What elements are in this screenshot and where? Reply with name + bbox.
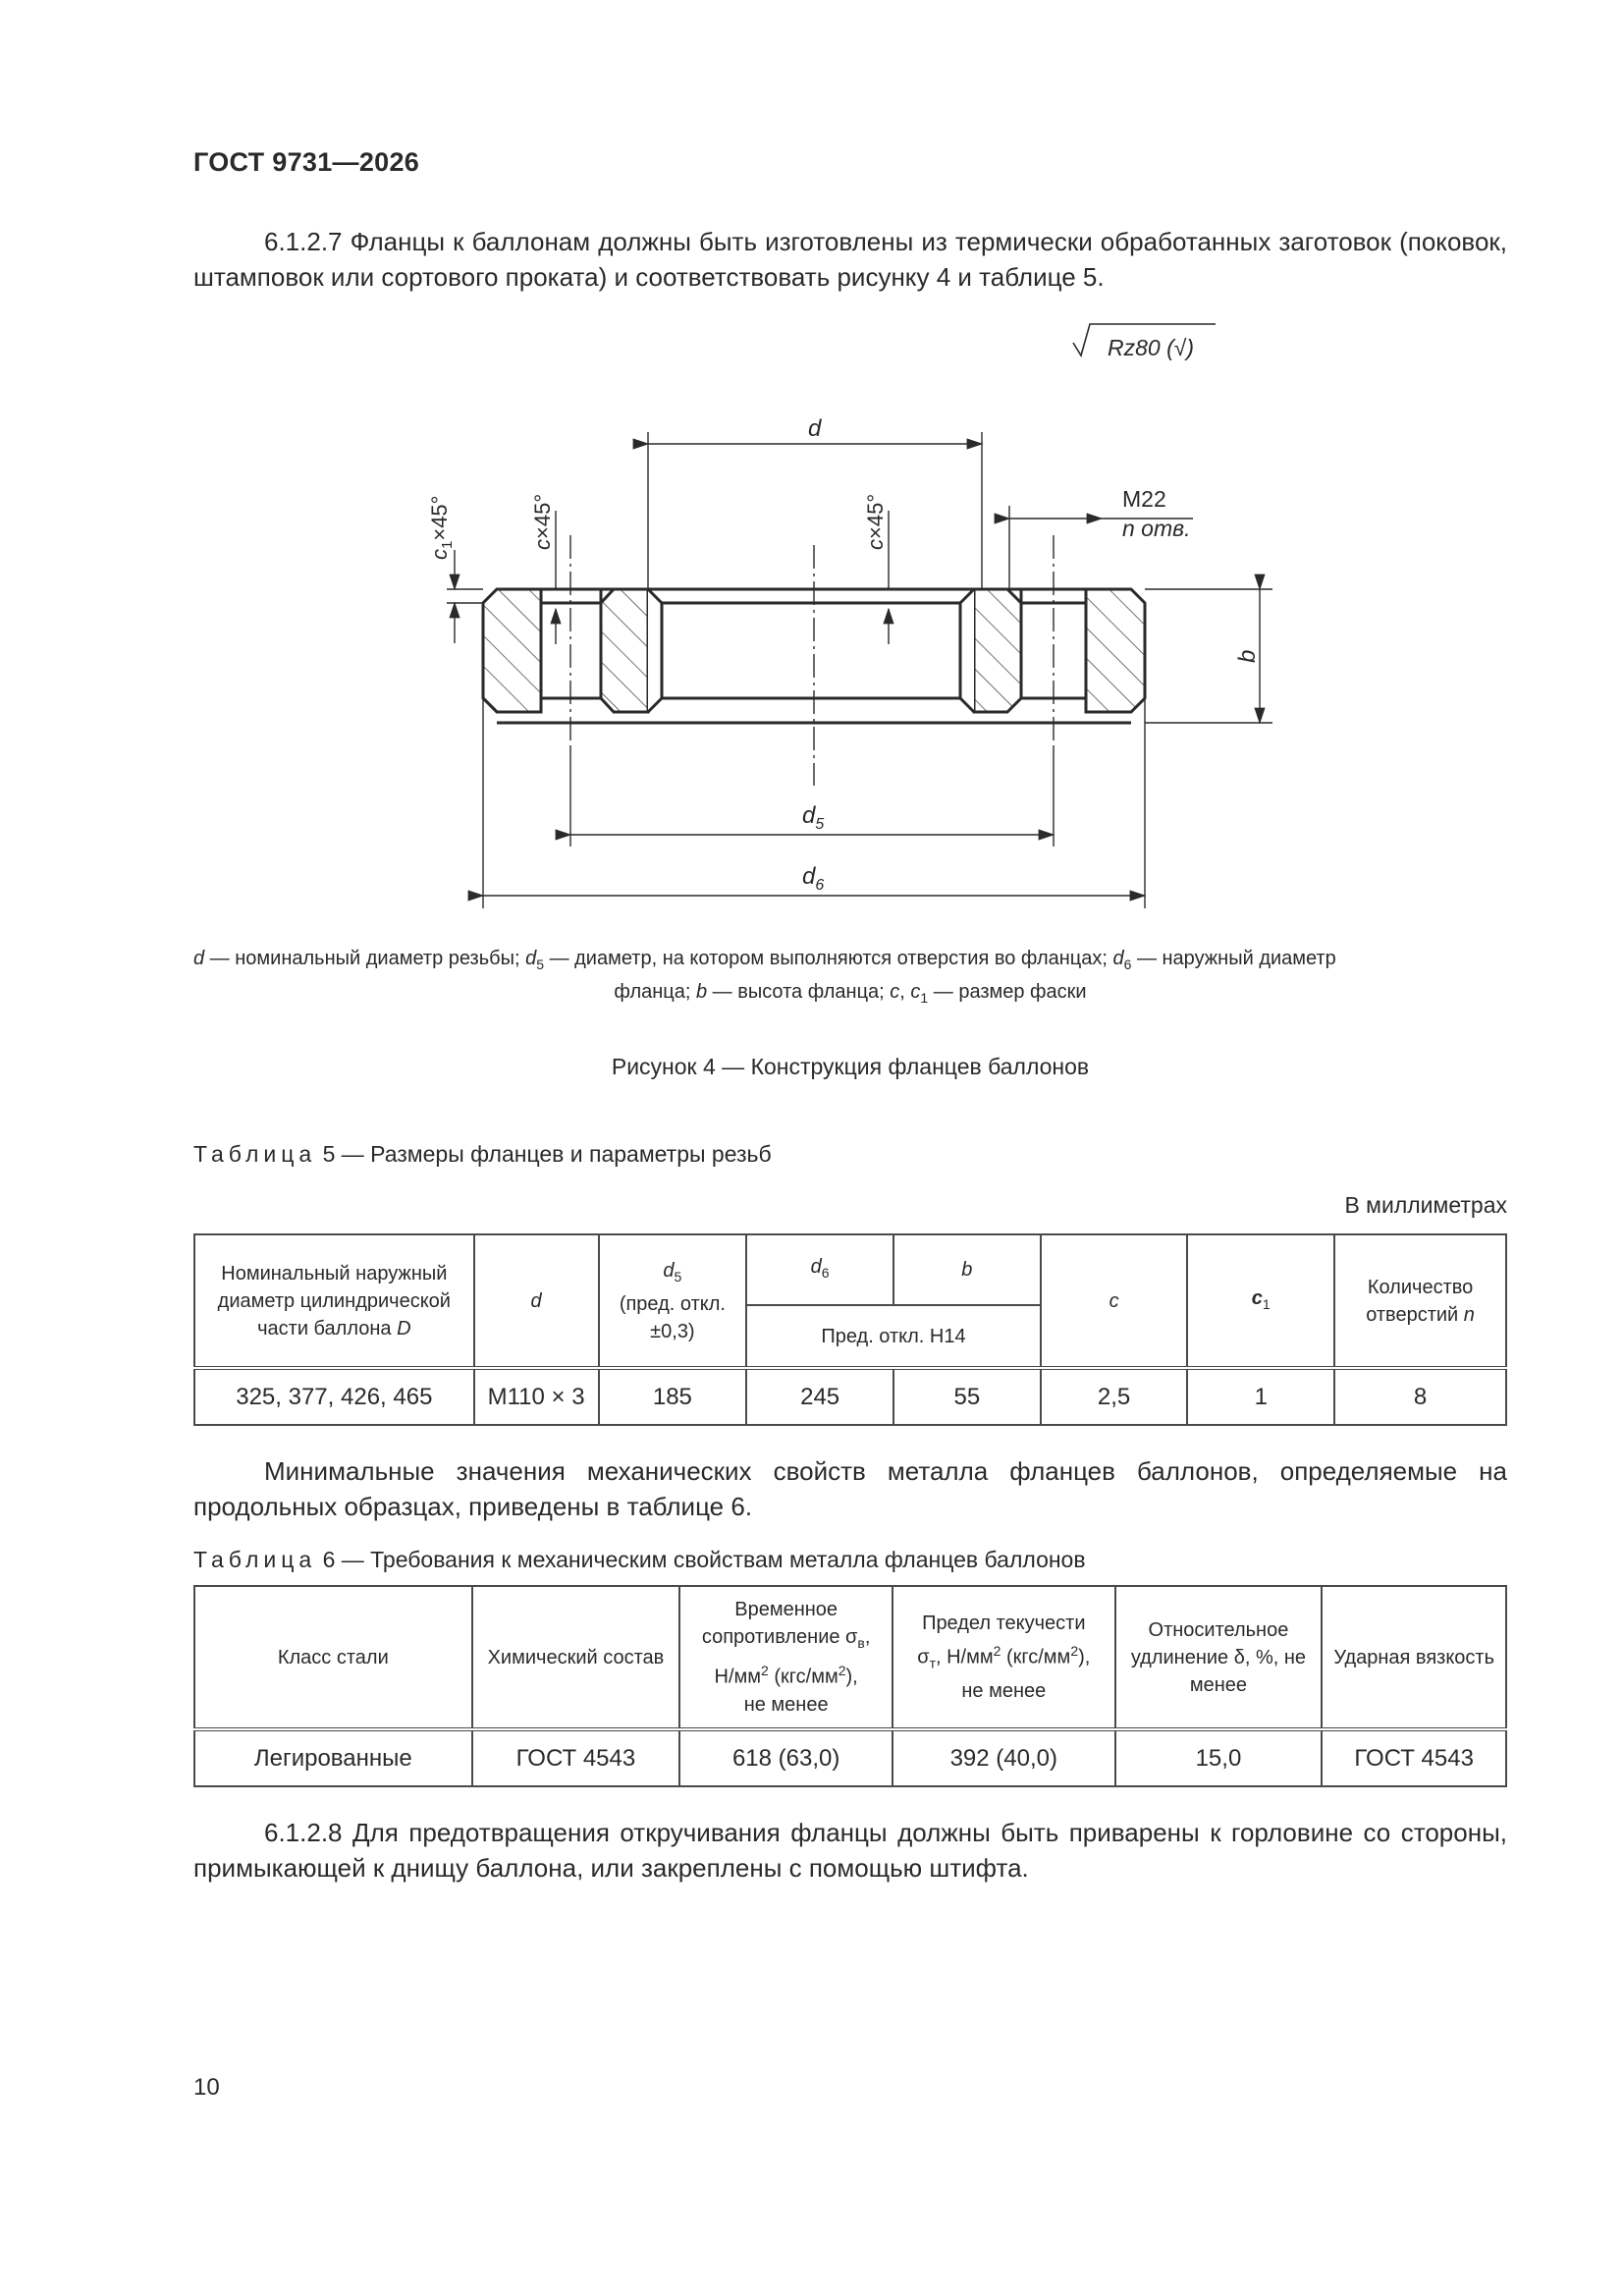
holes-label: n отв.: [1122, 516, 1191, 541]
dim-label-d5: $d_5$: [802, 802, 825, 833]
t6-header-chem: Химический состав: [472, 1586, 680, 1729]
units-note: В миллиметрах: [1344, 1192, 1507, 1218]
t5-cell: 1: [1187, 1368, 1334, 1425]
table-6: [193, 1585, 1507, 1787]
legend-line-2: фланца; b — высота фланца; c, $c_1$ — размер фаски: [614, 981, 1087, 1006]
dim-label-d: d: [808, 415, 822, 442]
table-5: [193, 1233, 1507, 1426]
t6-header-yield: Предел текучести $\sigma_т$, $Н/мм^2$ $(кгс/мм^2)$, не менее: [893, 1586, 1115, 1729]
t5-cell: 2,5: [1041, 1368, 1188, 1425]
t6-header-tensile: Временное сопротивление $\sigma_в$, $Н/мм^2$ $(кгс/мм^2)$, не менее: [679, 1586, 893, 1729]
chamfer-label-c1: $c_1\times 45^\circ$: [427, 495, 456, 560]
figure-legend: [193, 945, 1507, 1011]
t5-header-d: d: [474, 1234, 599, 1368]
legend-line-1: d — номинальный диаметр резьбы; $d_5$ — диаметр, на котором выполняются отверстия во фланцах; $d_6$ — наружный диаметр: [193, 948, 1336, 972]
t5-header-diameter: Номинальный наружный диаметр цилиндрической части баллона D: [194, 1234, 474, 1368]
t6-header-elongation: Относительное удлинение δ, %, не менее: [1115, 1586, 1323, 1729]
paragraph-mechanical: Минимальные значения механических свойств металла фланцев баллонов, определяемые на продольных образцах, приведены в таблице 6.: [193, 1456, 1507, 1521]
t5-cell: 55: [893, 1368, 1041, 1425]
paragraph-6-1-2-7: 6.1.2.7 Фланцы к баллонам должны быть изготовлены из термически обработанных заготовок (поковок, штамповок или сортового проката) и соответствовать рисунку 4 и таблице 5.: [193, 227, 1507, 292]
table6-title: Таблица 6 — Требования к механическим свойствам металла фланцев баллонов: [193, 1547, 1086, 1572]
t6-header-impact: Ударная вязкость: [1322, 1586, 1506, 1729]
t6-header-class: Класс стали: [194, 1586, 472, 1729]
t5-cell: 325, 377, 426, 465: [194, 1368, 474, 1425]
t5-cell: 185: [599, 1368, 747, 1425]
t6-cell: 392 (40,0): [893, 1729, 1115, 1786]
t5-header-c: c: [1041, 1234, 1188, 1368]
document-header: ГОСТ 9731—2026: [193, 147, 420, 177]
t5-cell: 245: [746, 1368, 893, 1425]
dim-label-b: b: [1234, 649, 1261, 663]
dim-label-d6: $d_6$: [802, 863, 825, 894]
t5-header-tolerance: Пред. откл. Н14: [746, 1305, 1040, 1368]
paragraph-6-1-2-8: 6.1.2.8 Для предотвращения откручивания фланцы должны быть приварены к горловине со стороны, примыкающей к днищу баллона, или закреплены с помощью штифта.: [193, 1818, 1507, 1883]
t5-header-d6: $d_6$: [746, 1234, 893, 1305]
t5-cell: 8: [1334, 1368, 1506, 1425]
figure-title: Рисунок 4 — Конструкция фланцев баллонов: [611, 1054, 1090, 1079]
table5-title: Таблица 5 — Размеры фланцев и параметры резьб: [193, 1141, 772, 1167]
t6-cell: 618 (63,0): [679, 1729, 893, 1786]
t6-cell: Легированные: [194, 1729, 472, 1786]
t5-header-holes: Количество отверстий n: [1334, 1234, 1506, 1368]
t6-cell: ГОСТ 4543: [472, 1729, 680, 1786]
page-number: 10: [193, 2074, 220, 2101]
t5-header-c1: $c_1$: [1187, 1234, 1334, 1368]
roughness-symbol: [1073, 324, 1216, 360]
t5-header-d5: $d_5$ (пред. откл. ±0,3): [599, 1234, 747, 1368]
t6-cell: ГОСТ 4543: [1322, 1729, 1506, 1786]
t5-header-b: b: [893, 1234, 1041, 1305]
chamfer-label-c-left: c×45°: [530, 493, 555, 550]
thread-label: М22: [1122, 486, 1166, 512]
flange-drawing: [0, 0, 1623, 943]
t5-cell: М110 × 3: [474, 1368, 599, 1425]
t6-cell: 15,0: [1115, 1729, 1323, 1786]
chamfer-label-c-right: c×45°: [863, 493, 888, 550]
roughness-label: Rz80 (√): [1108, 335, 1195, 360]
